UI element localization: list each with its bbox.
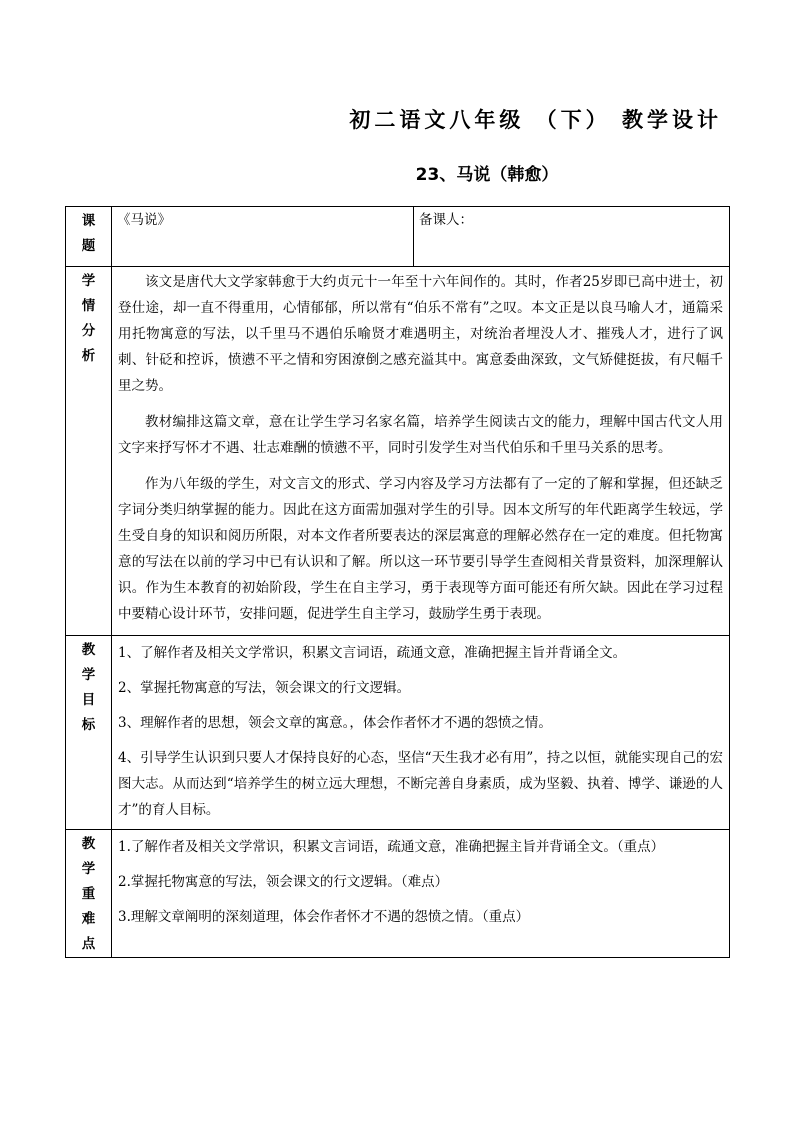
analysis-paragraph: 该文是唐代大文学家韩愈于大约贞元十一年至十六年间作的。其时，作者25岁即已高中进士，初登仕途，却一直不得重用，心情郁郁，所以常有“伯乐不常有”之叹。本文正是以良马喻人才，通篇采用托物寓意的写法，以千里马不遇伯乐喻贤才难遇明主，对统治者埋没人才、摧残人才，进行了讽刺、针砭和控诉，愤懑不平之情和穷困潦倒之感充溢其中。寓意委曲深致，文气矫健挺拔，有尺幅千里之势。	[118, 274, 723, 394]
lesson-plan-table	[65, 206, 730, 958]
key-points-row	[66, 830, 730, 958]
topic-value-cell	[112, 207, 414, 267]
objectives-row	[66, 636, 730, 830]
lesson-title: 23、马说（韩愈）	[415, 165, 559, 185]
key-points-label: 教学重难点	[81, 836, 96, 952]
key-points-label-cell	[66, 830, 112, 958]
topic-label-cell	[66, 207, 112, 267]
analysis-content-cell	[112, 267, 730, 636]
topic-label: 课题	[81, 213, 96, 254]
analysis-label-cell	[66, 267, 112, 636]
objectives-label-cell	[66, 636, 112, 830]
objectives-content-cell	[112, 636, 730, 830]
analysis-paragraph: 教材编排这篇文章，意在让学生学习名家名篇，培养学生阅读古文的能力，理解中国古代文人用文字来抒写怀才不遇、壮志难酬的愤懑不平，同时引发学生对当代伯乐和千里马关系的思考。	[118, 414, 723, 456]
key-points-content-cell	[112, 830, 730, 958]
objective-item: 1、了解作者及相关文学常识，积累文言词语，疏通文意，准确把握主旨并背诵全文。	[118, 645, 627, 661]
preparer-label: 备课人：	[419, 212, 473, 228]
key-point-item: 1.了解作者及相关文学常识，积累文言词语，疏通文意，准确把握主旨并背诵全文。（重点）	[118, 839, 665, 855]
objective-item: 4、引导学生认识到只要人才保持良好的心态，坚信“天生我才必有用”，持之以恒，就能实现自己的宏图大志。从而达到“培养学生的树立远大理想，不断完善自身素质，成为坚毅、执着、博学、谦逊的人才”的育人目标。	[118, 750, 723, 818]
key-point-item: 3.理解文章阐明的深刻道理，体会作者怀才不遇的怨愤之情。（重点）	[118, 909, 530, 925]
document-title: 初二语文八年级 （下） 教学设计	[349, 108, 722, 132]
objective-item: 2、掌握托物寓意的写法，领会课文的行文逻辑。	[118, 680, 411, 696]
preparer-cell	[414, 207, 730, 267]
topic-row	[66, 207, 730, 267]
analysis-paragraph: 作为八年级的学生，对文言文的形式、学习内容及学习方法都有了一定的了解和掌握，但还缺乏字词分类归纳掌握的能力。因此在这方面需加强对学生的引导。因本文所写的年代距离学生较远，学生受自身的知识和阅历所限，对本文作者所要表达的深层寓意的理解必然存在一定的难度。但托物寓意的写法在以前的学习中已有认识和了解。所以这一环节要引导学生查阅相关背景资料，加深理解认识。作为生本教育的初始阶段，学生在自主学习，勇于表现等方面可能还有所欠缺。因此在学习过程中要精心设计环节，安排问题，促进学生自主学习，鼓励学生勇于表现。	[118, 476, 723, 622]
analysis-row	[66, 267, 730, 636]
objectives-label: 教学目标	[81, 642, 96, 733]
key-point-item: 2.掌握托物寓意的写法，领会课文的行文逻辑。（难点）	[118, 874, 449, 890]
topic-value: 《马说》	[117, 212, 171, 228]
analysis-label: 学情分析	[81, 273, 96, 364]
objective-item: 3、理解作者的思想，领会文章的寓意。，体会作者怀才不遇的怨愤之情。	[118, 715, 552, 731]
